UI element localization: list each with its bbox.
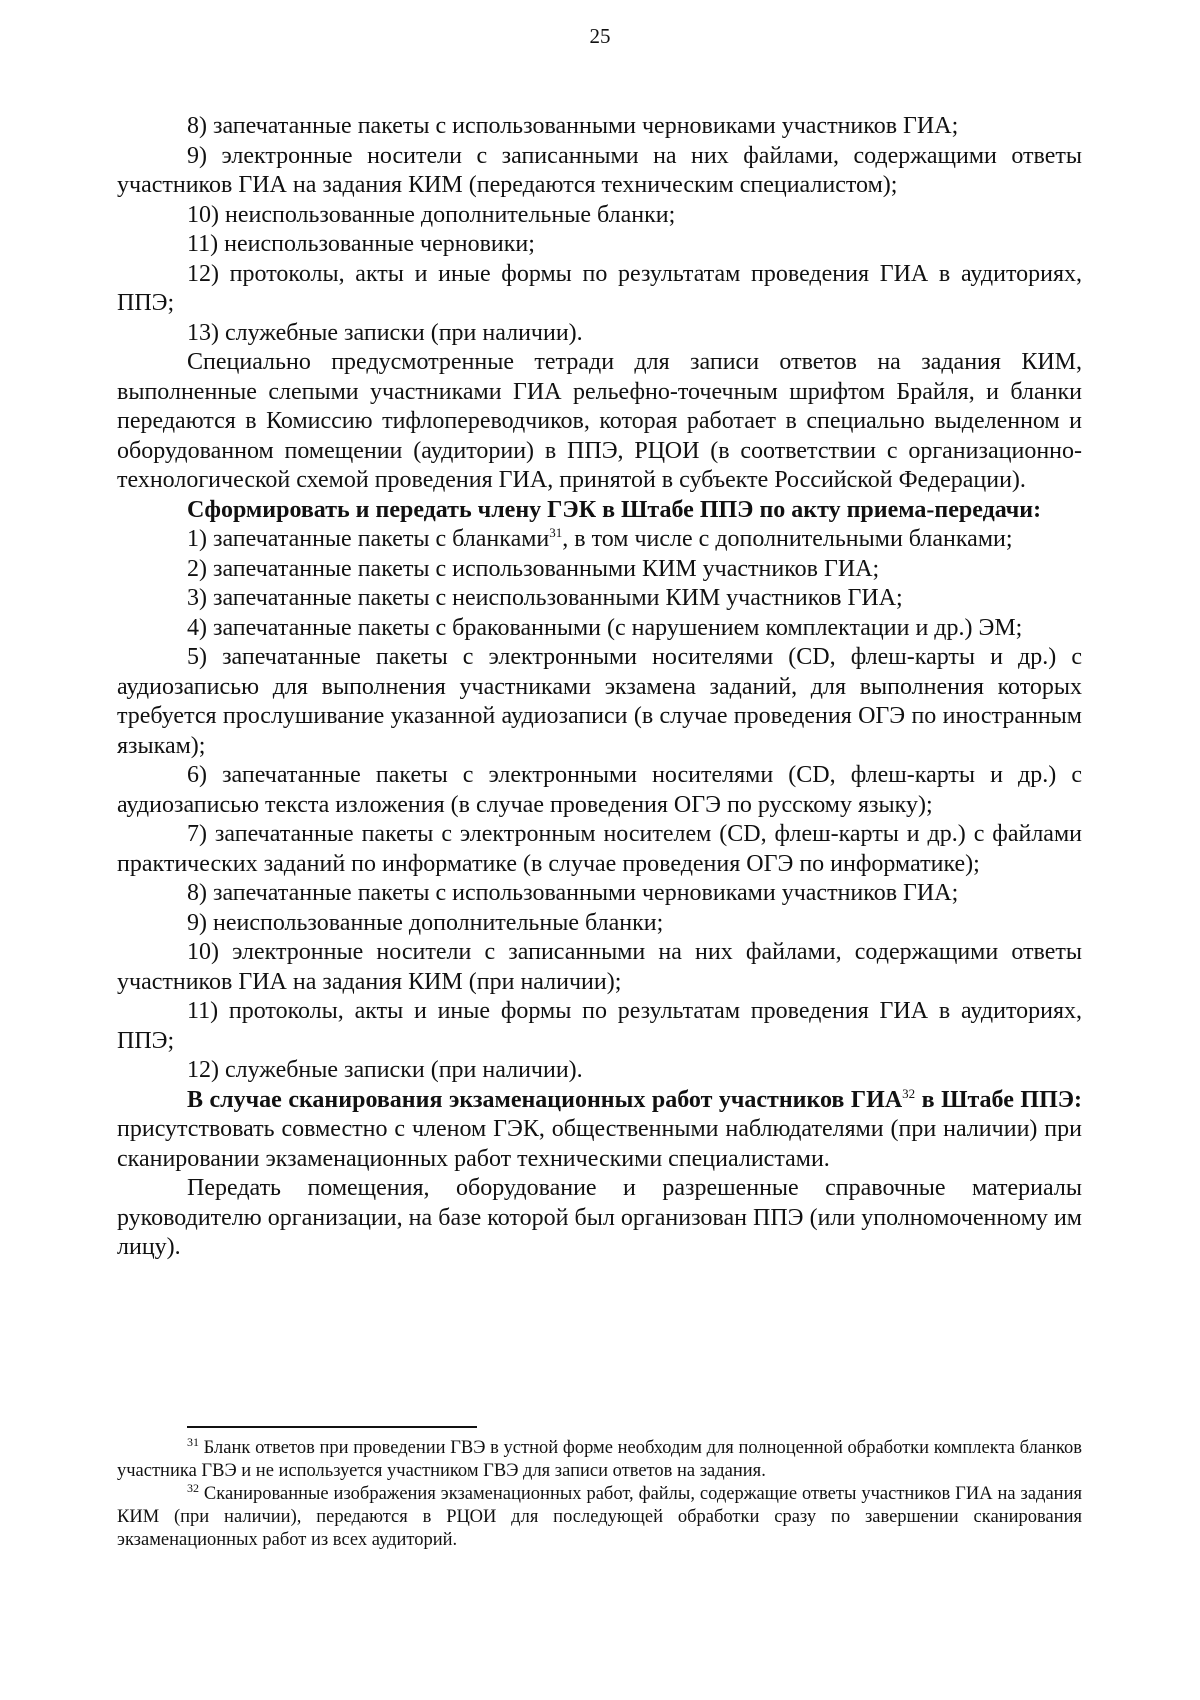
list-item: 11) протоколы, акты и иные формы по результатам проведения ГИА в аудиториях, ППЭ; <box>117 998 1082 1054</box>
footnote-ref-31[interactable]: 31 <box>549 525 563 540</box>
list-item <box>117 525 1082 555</box>
list-item: 8) запечатанные пакеты с использованными черновиками участников ГИА; <box>187 113 959 139</box>
list-item: 11) неиспользованные черновики; <box>187 231 535 257</box>
footnote-text: Бланк ответов при проведении ГВЭ в устной форме необходим для полноценной обработки комплекта бланков участника ГВЭ и не используется участником ГВЭ для записи ответов на задания. <box>117 1438 1082 1481</box>
footnote-marker: 32 <box>187 1480 199 1495</box>
list-item: 12) протоколы, акты и иные формы по результатам проведения ГИА в аудиториях, ППЭ; <box>117 260 1082 316</box>
footnote <box>117 1434 1082 1483</box>
body-text <box>117 112 1082 1263</box>
list-item-text: 1) запечатанные пакеты с бланками <box>187 526 550 552</box>
footnote-ref-32[interactable]: 32 <box>902 1085 916 1101</box>
scanning-heading-text: в Штабе ППЭ: <box>915 1086 1083 1113</box>
list-item: 13) служебные записки (при наличии). <box>187 319 583 346</box>
scanning-text: присутствовать совместно с членом ГЭК, общественными наблюдателями (при наличии) при сканировании экзаменационных работ техническими специалистами. <box>117 1116 1082 1172</box>
footnotes <box>117 1434 1082 1552</box>
footnote <box>117 1480 1082 1552</box>
list-item: 12) служебные записки (при наличии). <box>187 1057 583 1083</box>
scanning-heading-text: В случае сканирования экзаменационных работ участников ГИА <box>187 1086 903 1113</box>
list-item: 4) запечатанные пакеты с бракованными (с нарушением комплектации и др.) ЭМ; <box>187 614 1023 641</box>
list-item: 8) запечатанные пакеты с использованными черновиками участников ГИА; <box>187 880 959 906</box>
handover-paragraph: Передать помещения, оборудование и разрешенные справочные материалы руководителю организации, на базе которой был организован ППЭ (или уполномоченному им лицу). <box>117 1175 1082 1260</box>
section-heading <box>117 496 1082 526</box>
list-item: 5) запечатанные пакеты с электронными носителями (CD, флеш-карты и др.) с аудиозаписью для выполнения участниками экзамена заданий, для выполнения которых требуется прослушивание указанной аудиозаписи (в случае проведения ОГЭ по иностранным языкам); <box>117 644 1082 759</box>
footnote-marker: 31 <box>187 1434 199 1449</box>
footnote-text: Сканированные изображения экзаменационных работ, файлы, содержащие ответы участников ГИА на задания КИМ (при наличии), передаются в РЦОИ для последующей обработки сразу по завершении сканирования экзаменационных работ из всех аудиторий. <box>117 1484 1082 1550</box>
list-item: 7) запечатанные пакеты с электронным носителем (CD, флеш-карты и др.) с файлами практических заданий по информатике (в случае проведения ОГЭ по информатике); <box>117 821 1082 877</box>
scanning-paragraph <box>117 1086 1082 1175</box>
list-item: 2) запечатанные пакеты с использованными КИМ участников ГИА; <box>187 555 880 582</box>
list-item: 9) неиспользованные дополнительные бланки; <box>187 909 664 936</box>
list-item: 6) запечатанные пакеты с электронными носителями (CD, флеш-карты и др.) с аудиозаписью текста изложения (в случае проведения ОГЭ по русскому языку); <box>117 762 1082 818</box>
section-heading-text: Сформировать и передать члену ГЭК в Штабе ППЭ по акту приема-передачи: <box>187 496 1042 523</box>
footnote-divider <box>187 1426 477 1428</box>
list-item: 3) запечатанные пакеты с неиспользованными КИМ участников ГИА; <box>187 585 903 611</box>
page-number: 25 <box>589 24 611 48</box>
list-item: 10) электронные носители с записанными на них файлами, содержащими ответы участников ГИА на задания КИМ (при наличии); <box>117 939 1082 995</box>
list-item-text: , в том числе с дополнительными бланками; <box>562 526 1013 552</box>
list-item: 9) электронные носители с записанными на них файлами, содержащими ответы участников ГИА на задания КИМ (передаются техническим специалистом); <box>117 142 1082 198</box>
braille-paragraph: Специально предусмотренные тетради для записи ответов на задания КИМ, выполненные слепыми участниками ГИА рельефно-точечным шрифтом Брайля, и бланки передаются в Комиссию тифлопереводчиков, которая работает в специально выделенном и оборудованном помещении (аудитории) в ППЭ, РЦОИ (в соответствии с организационно-технологической схемой проведения ГИА, принятой в субъекте Российской Федерации). <box>117 349 1082 493</box>
list-item: 10) неиспользованные дополнительные бланки; <box>187 201 676 228</box>
